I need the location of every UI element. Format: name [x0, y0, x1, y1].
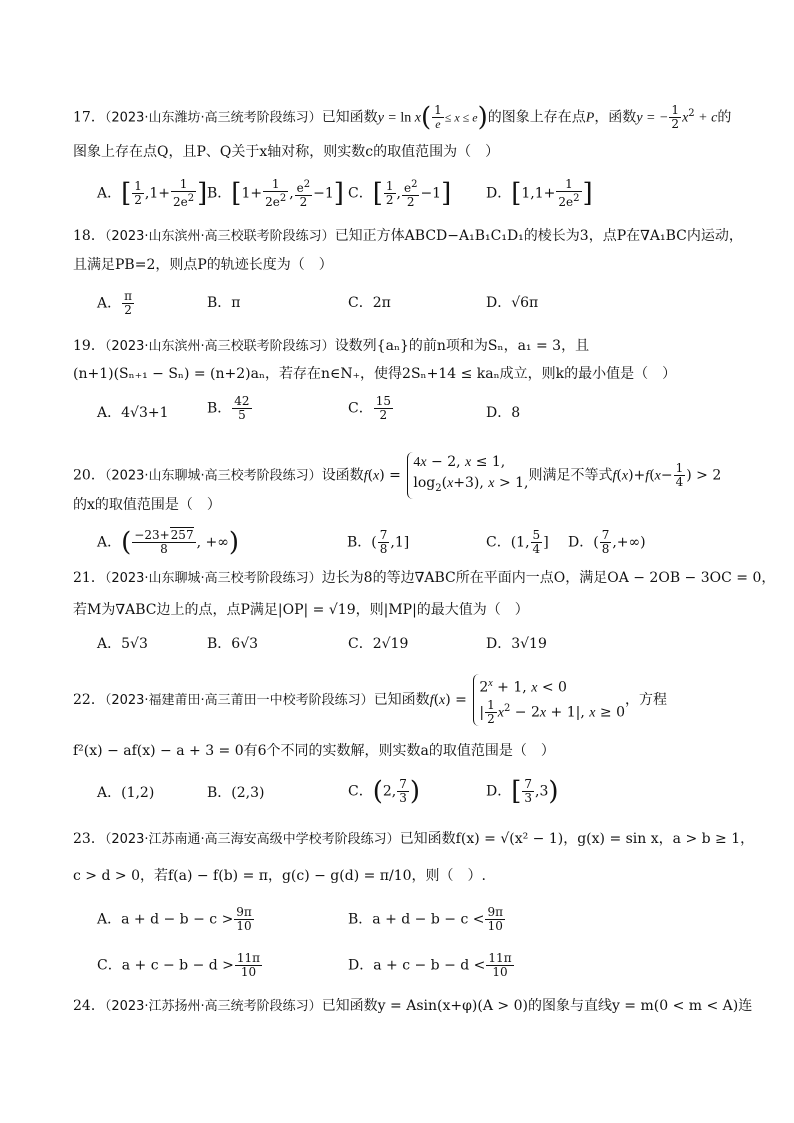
question-19 — [73, 336, 725, 357]
question-21-line2: 若M为∇ABC边上的点，点P满足|OP| = √19，则|MP|的最大值为（ ） — [73, 602, 529, 618]
option-d: D．8 — [486, 405, 521, 421]
question-text: 已知函数 — [321, 109, 378, 126]
question-source: （2023·山东滨州·高三校联考阶段练习） — [104, 339, 335, 354]
option-c: C．a + c − b − d > $\frac{11\pi}{10}$ — [97, 951, 261, 979]
option-a: A．5√3 — [97, 636, 148, 652]
option-a: A．[ $\frac{1}{2}$ ,1+ $\frac{1}{2e^2}$ ] — [97, 177, 208, 209]
question-number: 21． — [73, 570, 105, 586]
question-number: 19． — [73, 338, 105, 354]
question-text: 已知函数 — [373, 691, 430, 708]
question-text: ，函数 — [594, 109, 637, 126]
option-a: A．4√3+1 — [97, 405, 169, 421]
option-d: D．√6π — [486, 295, 539, 311]
question-source: （2023·山东聊城·高三校考阶段练习） — [104, 571, 322, 586]
question-20-line2: 的x的取值范围是（ ） — [73, 497, 221, 513]
question-17: 17．（2023·山东潍坊·高三统考阶段练习）已知函数y = ln x( $\frac{1}{e}$ ≤ x ≤ e)的图象上存在点P，函数y = − $\frac{1}{2}$ $x^2 + c$的 — [73, 102, 732, 133]
question-17-line2: 图象上存在点Q，且P、Q关于x轴对称，则实数c的取值范围为（ ） — [73, 144, 500, 160]
question-text: 的 — [717, 109, 732, 126]
option-c: C．(1, $\frac{5}{4}$ ] — [486, 528, 549, 556]
question-23-line2: c > d > 0，若f(a) − f(b) = π，g(c) − g(d) = π/10，则（ ）. — [73, 868, 486, 884]
option-d: D．( $\frac{7}{8}$ ,+∞) — [568, 528, 646, 556]
question-text: 的图象上存在点 — [487, 109, 586, 126]
option-c: C．(2, $\frac{7}{3}$ ) — [348, 776, 421, 807]
question-22-line2: f²(x) − af(x) − a + 3 = 0有6个不同的实数解，则实数a的取值范围是（ ） — [73, 743, 555, 759]
question-21 — [73, 568, 776, 589]
question-source: （2023·山东潍坊·高三统考阶段练习） — [104, 110, 322, 126]
question-23 — [73, 829, 755, 850]
question-number: 24． — [73, 998, 105, 1014]
question-source: （2023·山东滨州·高三校联考阶段练习） — [104, 229, 335, 244]
question-number: 23． — [73, 831, 105, 847]
option-c: C．2π — [348, 295, 391, 311]
option-d: D．[1,1+ $\frac{1}{2e^2}$ ] — [486, 177, 593, 209]
question-text: ，方程 — [625, 691, 667, 708]
option-b: B．( $\frac{7}{8}$ ,1] — [347, 528, 410, 556]
question-20: 20．（2023·山东聊城·高三校考阶段练习）设函数f(x) = 4x − 2, x ≤ 1, $\log_2(x+3)$, x > 1,则满足不等式f(x)+f(x− $\frac{1}{4}$ ) > 2 — [73, 452, 725, 499]
option-d: D．3√19 — [486, 636, 547, 652]
question-source: （2023·山东聊城·高三校考阶段练习） — [104, 468, 322, 484]
question-text: 设函数 — [321, 467, 364, 484]
question-text: 设数列{aₙ}的前n项和为Sₙ，a₁ = 3，且 — [334, 338, 590, 354]
question-text: 已知正方体ABCD−A₁B₁C₁D₁的棱长为3，点P在∇A₁BC内运动， — [334, 228, 743, 244]
question-number: 22． — [73, 691, 105, 708]
option-a: A．(1,2) — [97, 785, 155, 801]
question-number: 20． — [73, 467, 105, 484]
option-b: B．a + d − b − c < $\frac{9\pi}{10}$ — [348, 905, 504, 933]
option-c: C．[ $\frac{1}{2}$ , $\frac{e^2}{2}$ −1] — [348, 178, 452, 209]
question-22: 22．（2023·福建莆田·高三莆田一中校考阶段练习）已知函数$f(x) = 2^x + 1$, x < 0 | $\frac{1}{2}$ $x^2 - 2x + 1|$, x ≥ 0，方程 — [73, 674, 725, 726]
question-number: 17． — [73, 109, 105, 126]
question-text: 已知函数f(x) = √(x² − 1)，g(x) = sin x，a > b ≥ 1， — [399, 831, 755, 847]
option-d: D．a + c − b − d < $\frac{11\pi}{10}$ — [348, 951, 512, 979]
option-c: C． $\frac{15}{2}$ — [348, 394, 391, 422]
question-number: 18． — [73, 228, 105, 244]
question-18-line2: 且满足PB=2，则点P的轨迹长度为（ ） — [73, 257, 333, 273]
option-b: B．[1+ $\frac{1}{2e^2}$ , $\frac{e^2}{2}$ −1] — [207, 177, 344, 209]
option-a: A．( $\frac{-23+257}{8}$ , +∞) — [97, 527, 240, 558]
option-b: B． $\frac{42}{5}$ — [207, 394, 250, 422]
option-a: A． $\frac{\pi}{2}$ — [97, 289, 133, 317]
question-18 — [73, 226, 743, 247]
math-expr: y = — [377, 110, 401, 126]
question-source: （2023·福建莆田·高三莆田一中校考阶段练习） — [104, 692, 374, 708]
question-19-line2: (n+1)(Sₙ₊₁ − Sₙ) = (n+2)aₙ，若存在n∈N₊，使得2Sₙ+14 ≤ kaₙ成立，则k的最小值是（ ） — [73, 366, 677, 382]
question-source: （2023·江苏扬州·高三统考阶段练习） — [104, 999, 322, 1014]
option-b: B．π — [207, 295, 241, 311]
question-text: 边长为8的等边∇ABC所在平面内一点O，满足OA − 2OB − 3OC = 0， — [321, 570, 776, 586]
option-a: A．a + d − b − c > $\frac{9\pi}{10}$ — [97, 905, 252, 933]
question-24 — [73, 996, 753, 1017]
question-text: 则满足不等式 — [528, 467, 613, 484]
question-text: 已知函数y = Asin(x+φ)(A > 0)的图象与直线y = m(0 < m < A)连 — [321, 998, 753, 1014]
question-source: （2023·江苏南通·高三海安高级中学校考阶段练习） — [104, 832, 400, 847]
option-d: D．[ $\frac{7}{3}$ ,3) — [486, 776, 559, 807]
option-b: B．(2,3) — [207, 785, 265, 801]
option-b: B．6√3 — [207, 636, 259, 652]
option-c: C．2√19 — [348, 636, 409, 652]
